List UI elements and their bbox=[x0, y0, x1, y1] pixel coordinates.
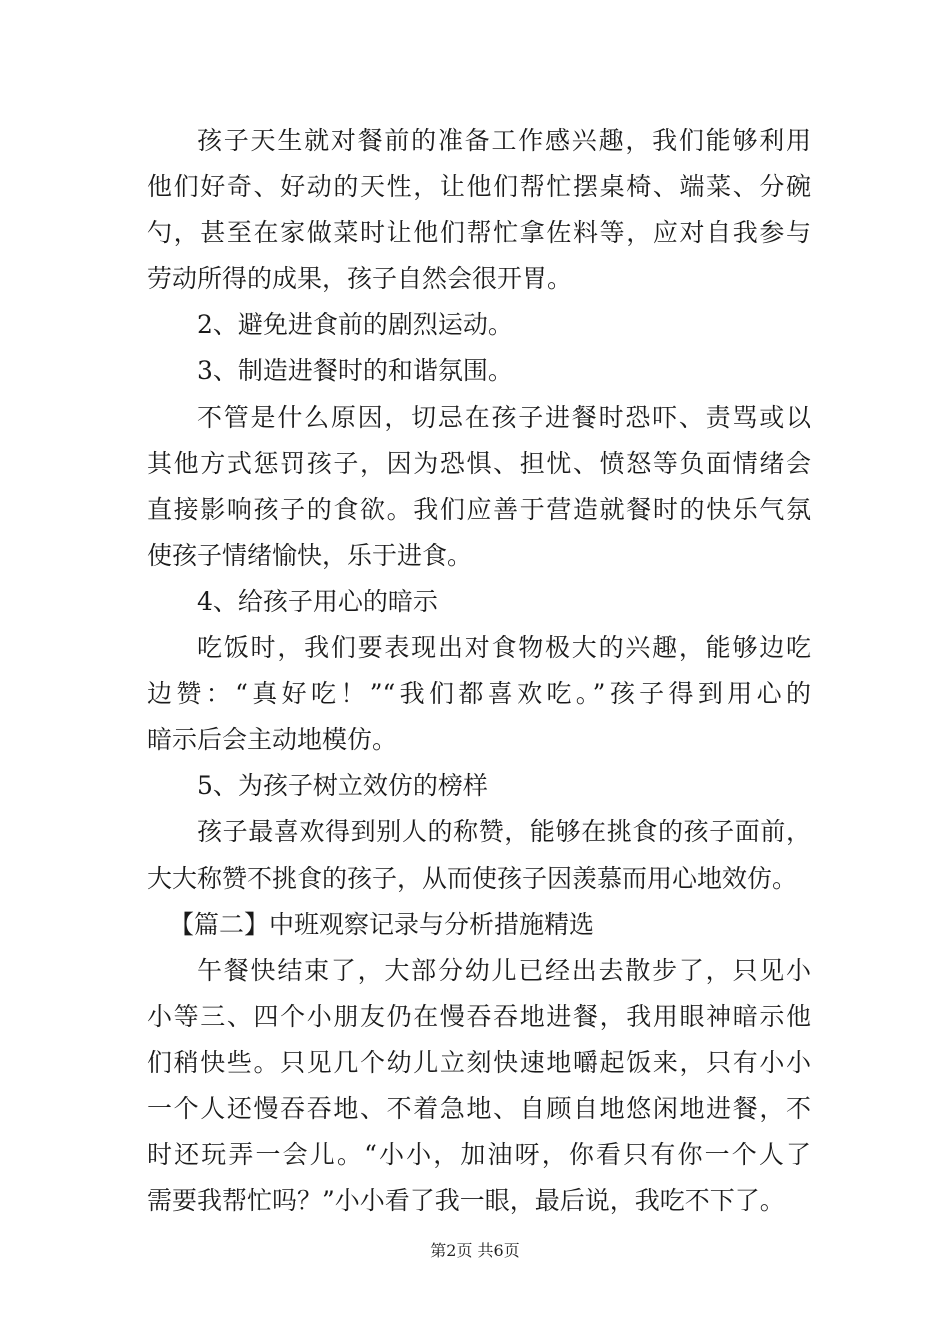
paragraph-atmosphere bbox=[147, 395, 811, 579]
text-line: 需要我帮忙吗？”小小看了我一眼，最后说，我吃不下了。 bbox=[147, 1186, 785, 1216]
list-item-heading: 5、为孩子树立效仿的榜样 bbox=[197, 771, 488, 801]
paragraph-hint bbox=[147, 625, 811, 763]
text-line: 们稍快些。只见几个幼儿立刻快速地嚼起饭来，只有小小 bbox=[147, 1047, 811, 1077]
text-line: 边赞：“真好吃！”“我们都喜欢吃。”孩子得到用心的 bbox=[147, 679, 811, 709]
section-heading bbox=[147, 902, 811, 948]
text-line: 孩子天生就对餐前的准备工作感兴趣，我们能够利用 bbox=[197, 126, 811, 155]
paragraph-item-3 bbox=[147, 348, 811, 394]
text-line: 午餐快结束了，大部分幼儿已经出去散步了，只见小 bbox=[197, 955, 811, 985]
page-number-footer: 第2页 共6页 bbox=[430, 1241, 520, 1260]
text-line: 时还玩弄一会儿。“小小，加油呀，你看只有你一个人了 bbox=[147, 1140, 811, 1170]
text-line: 使孩子情绪愉快，乐于进食。 bbox=[147, 540, 473, 570]
text-line: 孩子最喜欢得到别人的称赞，能够在挑食的孩子面前， bbox=[197, 817, 811, 847]
text-line: 吃饭时，我们要表现出对食物极大的兴趣，能够边吃 bbox=[197, 633, 811, 663]
text-line: 大大称赞不挑食的孩子，从而使孩子因羡慕而用心地效仿。 bbox=[147, 863, 798, 893]
text-line: 勺，甚至在家做菜时让他们帮忙拿佐料等，应对自我参与 bbox=[147, 218, 811, 248]
text-line: 不管是什么原因，切忌在孩子进餐时恐吓、责骂或以 bbox=[197, 402, 811, 432]
section-title: 【篇二】中班观察记录与分析措施精选 bbox=[169, 909, 595, 939]
text-line: 小等三、四个小朋友仍在慢吞吞地进餐，我用眼神暗示他 bbox=[147, 1001, 811, 1031]
list-item-heading: 2、避免进食前的剧烈运动。 bbox=[197, 310, 513, 340]
document-body bbox=[147, 118, 811, 1224]
paragraph-appetite-prep bbox=[147, 118, 811, 302]
list-item-heading: 3、制造进餐时的和谐氛围。 bbox=[197, 356, 513, 386]
paragraph-role-model bbox=[147, 809, 811, 901]
text-line: 暗示后会主动地模仿。 bbox=[147, 725, 398, 755]
list-item-heading: 4、给孩子用心的暗示 bbox=[197, 586, 438, 616]
text-line: 其他方式惩罚孩子，因为恐惧、担忧、愤怒等负面情绪会 bbox=[147, 448, 811, 478]
paragraph-item-4 bbox=[147, 579, 811, 625]
paragraph-observation bbox=[147, 948, 811, 1225]
text-line: 直接影响孩子的食欲。我们应善于营造就餐时的快乐气氛 bbox=[147, 494, 811, 524]
text-line: 一个人还慢吞吞地、不着急地、自顾自地悠闲地进餐，不 bbox=[147, 1093, 811, 1123]
paragraph-item-2 bbox=[147, 302, 811, 348]
text-line: 他们好奇、好动的天性，让他们帮忙摆桌椅、端菜、分碗 bbox=[147, 172, 811, 202]
text-line: 劳动所得的成果，孩子自然会很开胃。 bbox=[147, 264, 573, 294]
paragraph-item-5 bbox=[147, 763, 811, 809]
